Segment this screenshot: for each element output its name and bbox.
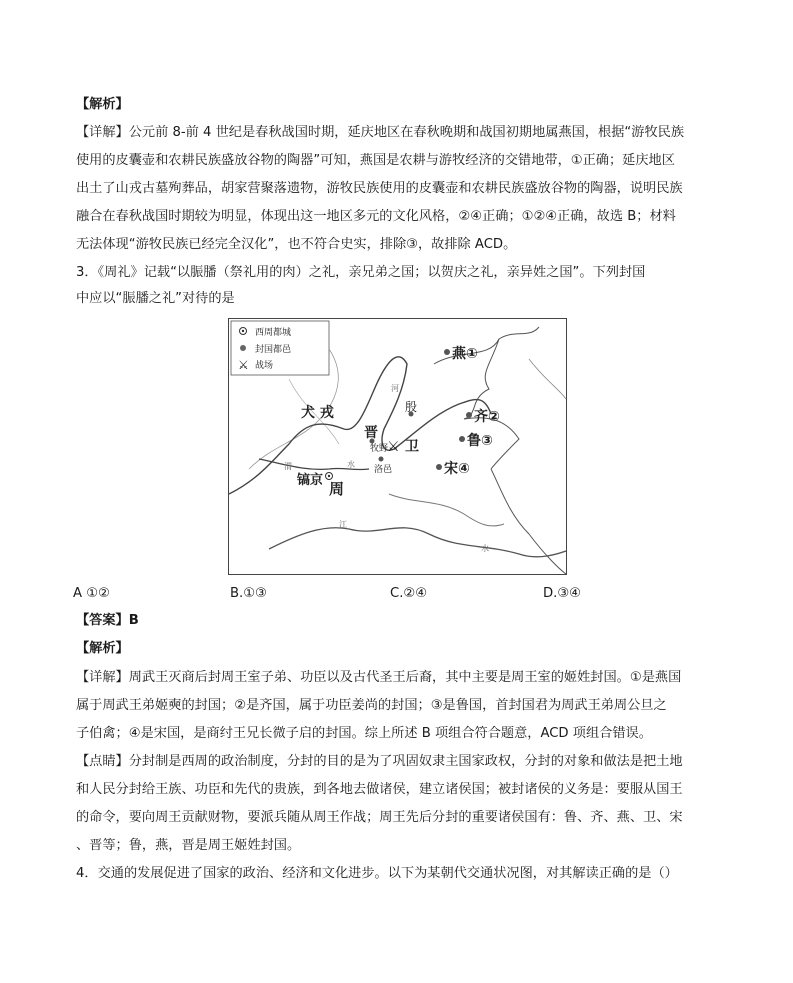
battlefield-icon: ⚔ (387, 439, 400, 455)
dianjing-line: 【点睛】分封制是西周的政治制度，分封的目的是为了巩固奴隶主国家政权，分封的对象和做法是把土地 (76, 754, 683, 769)
detail-line: 出土了山戎古墓殉葬品，胡家营聚落遗物，游牧民族使用的皮囊壶和农耕民族盛放谷物的陶器，说明民族 (76, 181, 683, 196)
detail-line: 无法体现“游牧民族已经完全汉化”，也不符合史实，排除③，故排除 ACD。 (76, 237, 517, 252)
map-label-haojing: 镐京 (297, 473, 324, 488)
detail-line: 使用的皮囊壶和农耕民族盛放谷物的陶器”可知，燕国是农耕与游牧经济的交错地带，①正确；延庆地区 (76, 153, 675, 168)
map-label-muye: 牧野 (370, 444, 389, 454)
legend-fief: 封国都邑 (255, 345, 292, 355)
detail-line: 【详解】公元前 8-前 4 世纪是春秋战国时期，延庆地区在春秋晚期和战国初期地属燕国，根据“游牧民族 (76, 125, 685, 140)
map-label-shui: 水 (347, 460, 355, 469)
detail-line: 融合在春秋战国时期较为明显，体现出这一地区多元的文化风格，②④正确；①②④正确，故选 B；材料 (76, 209, 676, 224)
option-c: C.②④ (390, 586, 428, 601)
map-label-yin: 殷 (405, 400, 418, 414)
analysis-heading: 【解析】 (76, 641, 129, 656)
battlefield-icon: ⚔ (238, 358, 249, 372)
map-label-wei: 卫 (405, 439, 419, 455)
option-b: B.①③ (230, 586, 267, 601)
yangtze-river (269, 528, 566, 557)
question-stem: 4．交通的发展促进了国家的政治、经济和文化进步。以下为某朝代交通状况图，对其解读正确的是（） (76, 866, 678, 881)
map-label-lu: 鲁③ (467, 433, 493, 449)
map-label-yan: 燕① (452, 346, 478, 362)
legend-battlefield: 战场 (255, 361, 274, 371)
option-d: D.③④ (543, 586, 581, 601)
fief-marker-icon (240, 345, 246, 351)
dianjing-line: 和人民分封给王族、功臣和先代的贵族，到各地去做诸侯，建立诸侯国；被封诸侯的义务是：要服从国王 (76, 782, 683, 797)
option-a: A ①② (73, 586, 110, 601)
map-label-jin: 晋 (364, 425, 378, 441)
map-label-qi: 齐② (474, 409, 500, 425)
western-zhou-map (228, 318, 567, 575)
answer: 【答案】B (76, 613, 139, 628)
dianjing-line: 的命令，要向周王贡献财物，要派兵随从周王作战；周王先后分封的重要诸侯国有：鲁、齐、燕、卫、宋 (76, 810, 683, 825)
map-label-wei-river: 渭 (284, 462, 292, 471)
map-label-zhou: 周 (329, 480, 345, 498)
detail-line: 【详解】周武王灭商后封周王室子弟、功臣以及古代圣王后裔，其中主要是周王室的姬姓封国。①是燕国 (76, 670, 682, 685)
map-label-jiang: 江 (339, 520, 347, 529)
legend-capital: 西周都城 (255, 328, 292, 338)
question-stem: 中应以“脤膰之礼”对待的是 (76, 291, 235, 306)
question-stem: 3．《周礼》记载“以脤膰（祭礼用的肉）之礼，亲兄弟之国；以贺庆之礼，亲异姓之国”。下列封国 (76, 265, 646, 280)
detail-line: 属于周武王弟姬奭的封国；②是齐国，属于功臣姜尚的封国；③是鲁国，首封国君为周武王弟周公旦之 (76, 698, 667, 713)
map-label-song: 宋④ (444, 461, 470, 477)
map-label-he: 河 (391, 384, 399, 393)
detail-line: 子伯禽；④是宋国，是商纣王兄长微子启的封国。综上所述 B 项组合符合题意，ACD 项组合错误。 (76, 726, 652, 741)
map-label-quanrong: 犬 戎 (301, 405, 334, 421)
map-label-shui2: 水 (481, 544, 489, 553)
map-label-luoyi: 洛邑 (374, 465, 393, 475)
dianjing-line: 、晋等；鲁，燕，晋是周王姬姓封国。 (76, 838, 301, 853)
analysis-heading: 【解析】 (76, 97, 129, 112)
